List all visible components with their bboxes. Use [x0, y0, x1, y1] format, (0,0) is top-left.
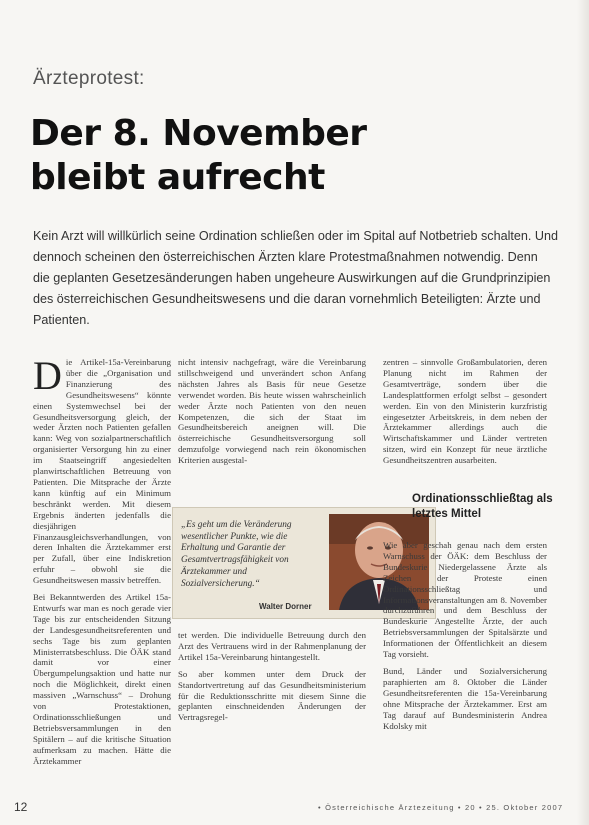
article-lead: Kein Arzt will willkürlich seine Ordination schließen oder im Spital auf Notbetrieb schalten. Und dennoch scheinen den österreichischen Ärzten klare Protestmaßnahmen notwendig. Denn die geplanten Gesetzesänderungen haben ungeheure Auswirkungen auf die Grundprinzipien des österreichischen Gesundheitswesens und die daran vornehmlich Beteiligten: Ärzte und Patienten.	[33, 229, 558, 327]
paragraph: Bund, Länder und Sozialversicherung paraphierten am 8. Oktober die Länder Gesundheitsreferenten die 15a-Vereinbarung ohne Mitsprache der Ärztekammer. Erst am Tag darauf auf Bundesministerin Andrea Kdolsky mit	[383, 665, 547, 731]
section-subheading: Ordinationsschließtag als letztes Mittel	[412, 493, 553, 520]
headline-line-2: bleibt aufrecht	[30, 157, 325, 198]
body-column-3-top	[383, 357, 547, 481]
paragraph: zentren – sinnvolle Großambulatorien, deren Planung nicht im Rahmen der Gesamtverträge, sondern über die Landesplattformen erfolgt selbst – gesondert werden. Ein von den Ministerin kurzfristig eingesetzter Arbeitskreis, in dem neben der Ärztekammer allerdings auch die Wirtschaftskammer und Länder vertreten sitzen, wird ein Konzept für neue ärztliche Gesundheitszentren ausarbeiten.	[383, 357, 547, 466]
dropcap: D	[33, 357, 62, 398]
paragraph: Bei Bekanntwerden des Artikel 15a-Entwurfs war man es noch gerade vier Tage bis zur entscheidenden Sitzung der Landesgesundheitsreferenten und sechs Tage bis zum geplanten Ministerratsbeschluss. Die ÖÄK stand damit vor einer Übergumpelungsaktion und hatte nur noch die Möglichkeit, direkt einen massiven „Warnschuss“ – Drohung von Protestaktionen, Ordinationsschließungen und Betriebsversammlungen in den Spitälern – auf die kritische Situation aufmerksam zu machen. Hätte die Ärztekammer	[33, 592, 171, 766]
body-column-2-top	[178, 357, 366, 481]
paragraph: nicht intensiv nachgefragt, wäre die Vereinbarung stillschweigend und unverändert schon Anfang nächsten Jahres als Basis für neue Gesetze verwendet worden. Bis heute wissen wahrscheinlich weder Ärzte noch Patienten von den neuen Kompetenzen, die sich der Staat im Gesundheitsbereich aneignen will. Die österreichische Gesundheitsversorgung soll demzufolge vorwiegend nach rein ökonomischen Kriterien ausgestal-	[178, 357, 366, 466]
body-column-2-bottom	[178, 630, 366, 805]
paragraph: So aber kommen unter dem Druck der Standortvertretung auf das Gesundheitsministerium für die Reduktionsschritte mit diesem Sinne die geplanten einschneidenden Änderungen der Vertragsregel-	[178, 668, 366, 723]
paragraph: Wie aber geschah genau nach dem ersten Warnschuss der ÖÄK: dem Beschluss der Bundeskurie Niedergelassene Ärzte als Zeichen der Proteste einen Ordinationsschließtag und Informationsveranstaltungen am 8. November durchzuführen und dem Beschluss der Bundeskurie Angestellte Ärzte, der auch Betriebsversammlungen der Spitalsärzte und Informationen der Öffentlichkeit an diesem Tag vorsieht.	[383, 540, 547, 660]
article-kicker: Ärzteprotest:	[33, 68, 145, 89]
body-column-1	[33, 357, 171, 805]
headline-line-1: Der 8. November	[30, 113, 367, 154]
paragraph: Die Artikel-15a-Vereinbarung über die „Organisation und Finanzierung des Gesundheitswesens“ könnte einen Systemwechsel bei der Gesundheitsversorgung gleich, der weder Ärzten noch Patienten gefallen kann: Weg von sozialpartnerschaftlich organisierter Versorgung hin zu einer im Staatseingriff angesiedelten planwirtschaftlichen Betreuung von Patienten. Die Mitsprache der Ärzte kann künftig auf ein Minimum beschränkt werden. Mit diesem Ergebnis änderten jedenfalls die diesjährigen Finanzausgleichsverhandlungen, von deren Inhalten die Ärztekammer erst per Zufall, über eine Indiskretion erfuhr – obwohl sie die Gesundheitswesen massiv betreffen.	[33, 357, 171, 586]
pull-quote-author: Walter Dorner	[259, 602, 312, 611]
page-number: 12	[14, 800, 28, 814]
pull-quote-text: „Es geht um die Veränderung wesentlicher Punkte, wie die Erhaltung und Garantie der Gesamtvertragsfähigkeit von Ärztekammer und Sozialversicherung.“	[181, 520, 292, 589]
page-edge	[577, 0, 589, 825]
body-column-3-bottom	[383, 540, 547, 805]
paragraph: tet werden. Die individuelle Betreuung durch den Arzt des Vertrauens wird in der Rahmenplanung der Artikel 15a-Vereinbarung hintangestellt.	[178, 630, 366, 662]
article-headline	[30, 112, 367, 200]
publication-footer: • Österreichische Ärztezeitung • 20 • 25. Oktober 2007	[318, 803, 564, 812]
